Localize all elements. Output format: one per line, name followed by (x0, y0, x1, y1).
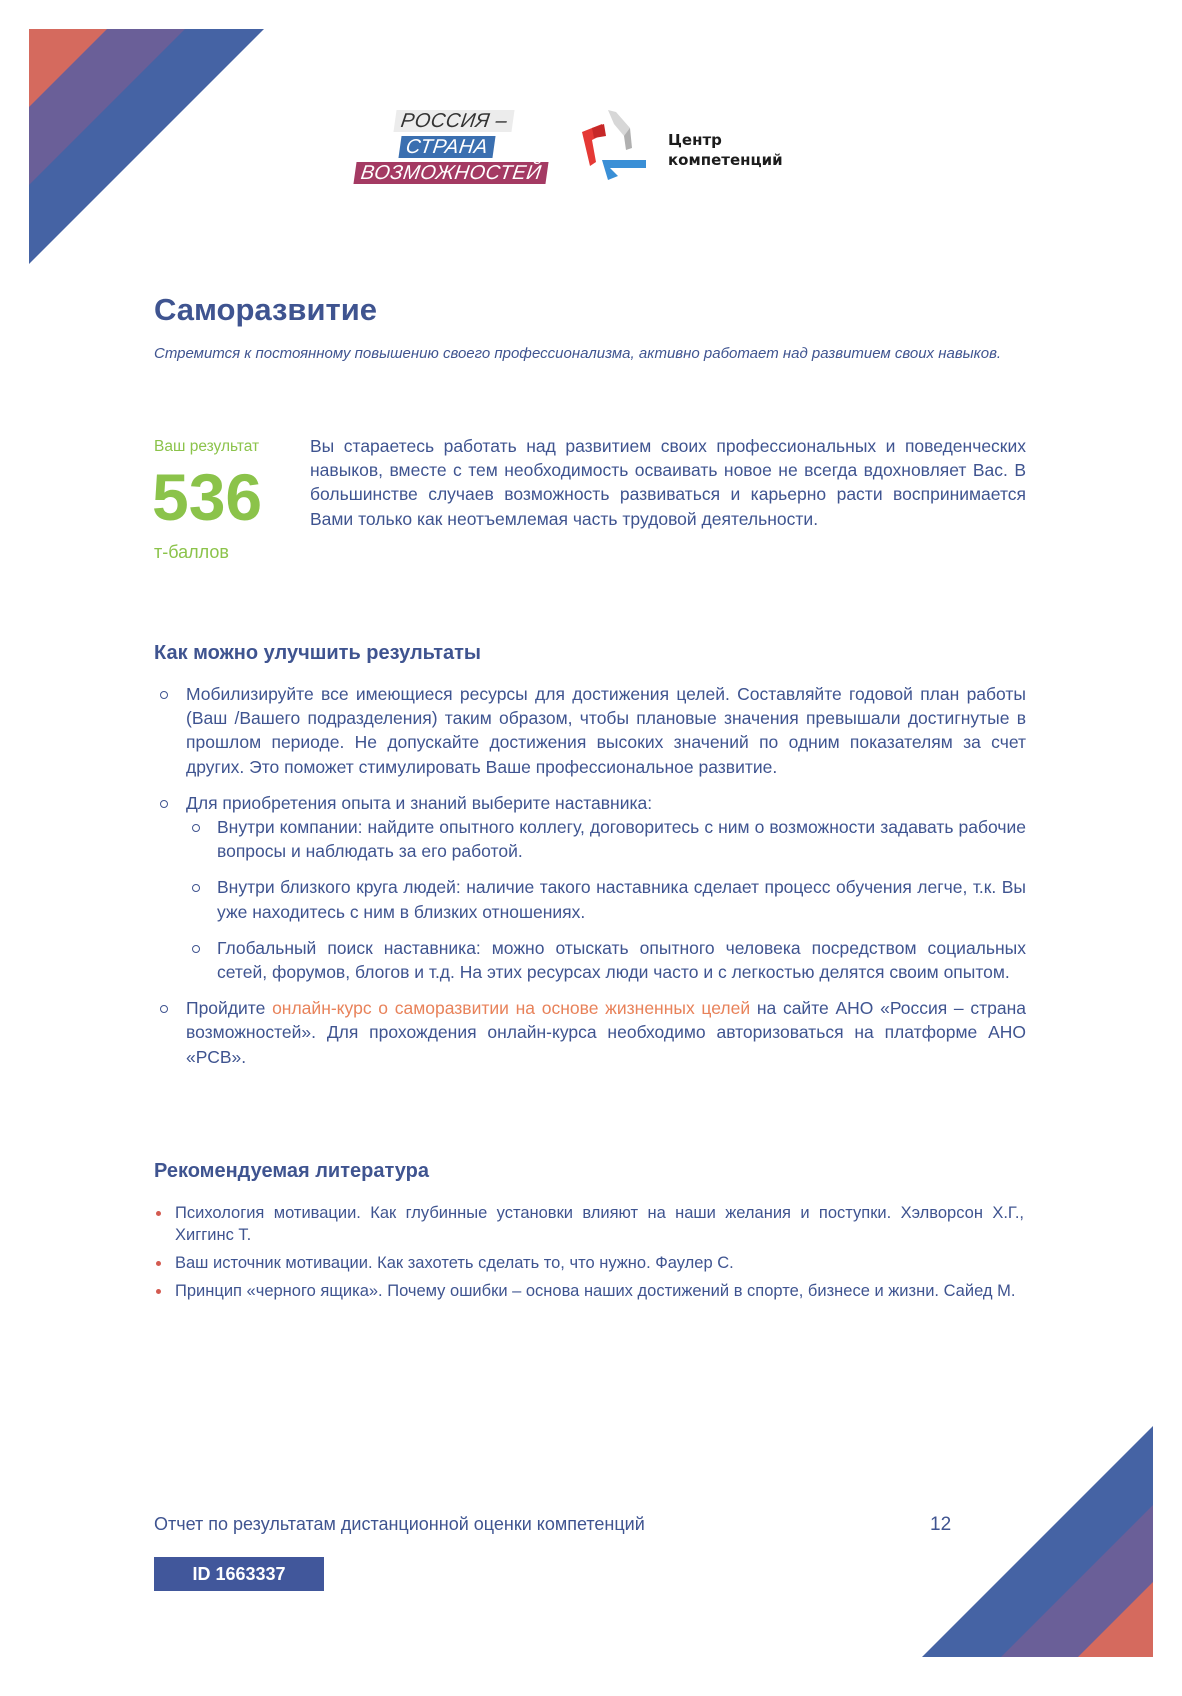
red-dot-bullet-icon (156, 1211, 161, 1216)
competence-center-logo-text (668, 130, 783, 170)
score-description: Вы стараетесь работать над развитием своих профессиональных и поведенческих навыков, вместе с тем необходимость осваивать новое не всегда вдохновляет Вас. В большинстве случаев возможность развиваться и карьерно расти воспринимается Вами только как неотъемлемая часть трудовой деятельности. (310, 436, 1026, 529)
logo-line-2: СТРАНА (398, 136, 495, 158)
circle-bullet-icon (160, 1005, 168, 1013)
mentor-subitem-text: Внутри близкого круга людей: наличие такого наставника сделает процесс обучения легче, т.к. Вы уже находитесь с ним в близких отношениях. (217, 877, 1026, 922)
literature-section-title: Рекомендуемая литература (154, 1160, 429, 1182)
improve-item-text: Мобилизируйте все имеющиеся ресурсы для достижения целей. Составляйте годовой план работы (Ваш /Вашего подразделения) таким образом, чтобы плановые значения превышали достигнутые в прошлом периоде. Не допускайте достижения высоких значений по одним показателям за счет других. Это поможет стимулировать Ваше профессиональное развитие. (186, 684, 1026, 777)
circle-bullet-icon (160, 800, 168, 808)
literature-item-text: Ваш источник мотивации. Как захотеть сделать то, что нужно. Фаулер С. (175, 1254, 734, 1272)
improve-item-suffix: на сайте АНО «Россия – страна возможностей». Для прохождения онлайн-курса необходимо авторизоваться на платформе АНО «РСВ». (186, 998, 1026, 1067)
mentor-sublist (186, 815, 1026, 984)
improve-item (154, 682, 1026, 779)
logo-cc-line-2: компетенций (668, 151, 783, 169)
page-title: Саморазвитие (154, 292, 378, 327)
red-dot-bullet-icon (156, 1289, 161, 1294)
improve-item (154, 791, 1026, 984)
russia-land-of-opportunity-logo (355, 110, 555, 188)
improve-item (154, 996, 1026, 1069)
circle-bullet-icon (192, 945, 200, 953)
improve-section-title: Как можно улучшить результаты (154, 642, 481, 664)
literature-item (154, 1280, 1024, 1302)
score-unit: т-баллов (154, 542, 229, 562)
mentor-subitem (186, 875, 1026, 923)
circle-bullet-icon (192, 884, 200, 892)
mentor-subitem (186, 815, 1026, 863)
top-left-stripes-decoration (29, 29, 265, 265)
improve-item-text: Для приобретения опыта и знаний выберите наставника: (186, 792, 653, 813)
footer-report-title: Отчет по результатам дистанционной оценки компетенций (154, 1514, 645, 1534)
page-number: 12 (930, 1514, 952, 1535)
bottom-right-stripes-decoration (922, 1426, 1153, 1657)
literature-item-text: Принцип «черного ящика». Почему ошибки – основа наших достижений в спорте, бизнесе и жизни. Сайед М. (175, 1282, 1016, 1300)
online-course-link[interactable]: онлайн-курс о саморазвитии на основе жизненных целей (272, 998, 751, 1019)
literature-item (154, 1252, 1024, 1274)
score-label: Ваш результат (154, 438, 260, 455)
mentor-subitem-text: Глобальный поиск наставника: можно отыскать опытного человека посредством социальных сетей, форумов, блогов и т.д. На этих ресурсах люди часто и с легкостью делятся своим опытом. (217, 937, 1026, 983)
page-subtitle: Стремится к постоянному повышению своего профессионализма, активно работает над развитием своих навыков. (154, 345, 1002, 362)
logo-line-1: РОССИЯ – (393, 110, 514, 132)
literature-item (154, 1202, 1024, 1246)
improve-list (154, 682, 1026, 1081)
report-id-badge: ID 1663337 (154, 1557, 324, 1591)
logo-line-3: ВОЗМОЖНОСТЕЙ (353, 162, 548, 184)
circle-bullet-icon (192, 824, 200, 832)
score-value: 536 (152, 460, 263, 534)
mentor-subitem (186, 936, 1026, 984)
improve-item-prefix: Пройдите (186, 998, 273, 1019)
circle-bullet-icon (160, 691, 168, 699)
literature-list (154, 1202, 1024, 1308)
mentor-subitem-text: Внутри компании: найдите опытного коллегу, договоритесь с ним о возможности задавать рабочие вопросы и наблюдать за его работой. (217, 817, 1026, 862)
competence-center-logo-icon (580, 110, 650, 184)
literature-item-text: Психология мотивации. Как глубинные установки влияют на наши желания и поступки. Хэлворсон Х.Г., Хиггинс Т. (175, 1204, 1024, 1244)
logo-cc-line-1: Центр (668, 131, 722, 149)
red-dot-bullet-icon (156, 1261, 161, 1266)
